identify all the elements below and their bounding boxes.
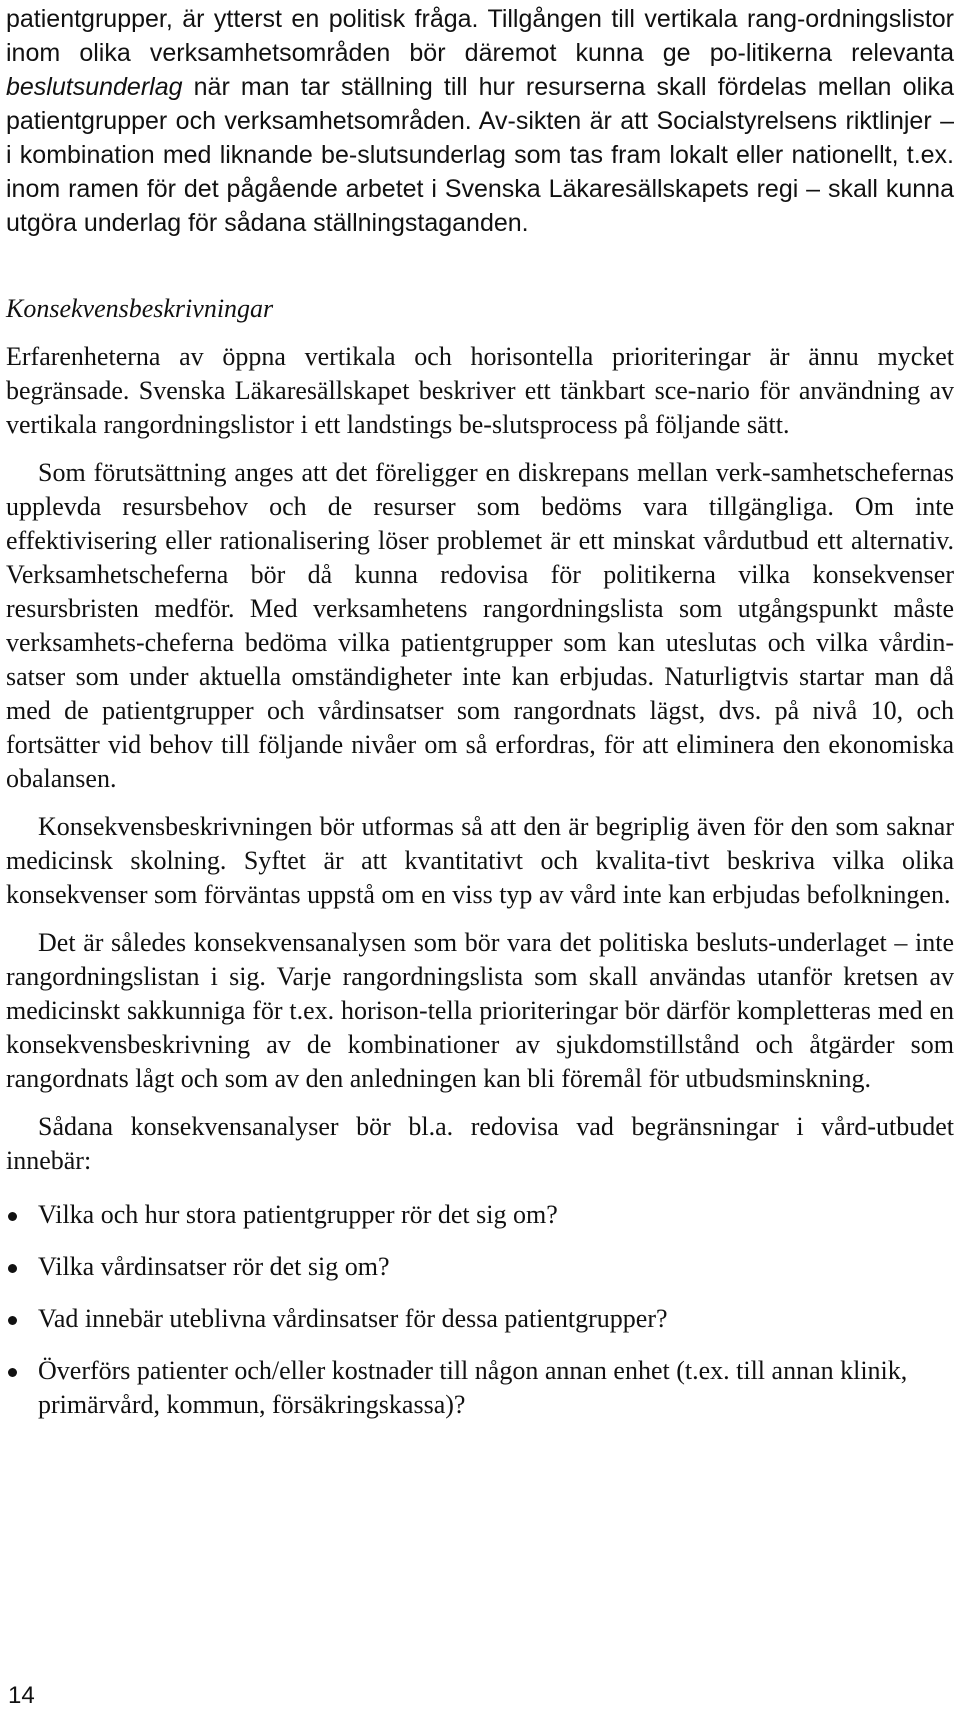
- bullet-icon: [8, 1212, 17, 1221]
- body-paragraph-2: Som förutsättning anges att det föreligger en diskrepans mellan verk-samhetschefernas upplevda resursbehov och de resurser som bedöms vara tillgängliga. Om inte effektivisering eller rationalisering löser problemet är ett minskat vårdutbud ett alternativ. Verksamhetscheferna bör då kunna redovisa för politikerna vilka konsekvenser resursbristen medför. Med verksamhetens rangordningslista som utgångspunkt måste verksamhets-cheferna bedöma vilka patientgrupper som kan uteslutas och vilka vårdin-satser som under aktuella omständigheter inte kan erbjudas. Naturligtvis startar man då med de patientgrupper och vårdinsatser som rangordnats lägst, dvs. på nivå 10, och fortsätter vid behov till följande nivåer om så erfordras, för att eliminera den ekonomiska obalansen.: [6, 458, 954, 793]
- bullet-text: Överförs patienter och/eller kostnader till någon annan enhet (t.ex. till annan klinik, primärvård, kommun, försäkringskassa)?: [38, 1356, 908, 1419]
- bullet-item: [6, 1354, 954, 1422]
- bullet-icon: [8, 1368, 17, 1377]
- emphasized-term: beslutsunderlag: [6, 73, 183, 101]
- section-heading: Konsekvensbeskrivningar: [6, 294, 274, 323]
- bullet-item: [6, 1250, 954, 1284]
- body-paragraph-5: Sådana konsekvensanalyser bör bl.a. redovisa vad begränsningar i vård-utbudet innebär:: [6, 1112, 954, 1175]
- body-paragraph-4: Det är således konsekvensanalysen som bör vara det politiska besluts-underlaget – inte rangordningslistan i sig. Varje rangordningslista som skall användas utanför kretsen av medicinskt sakkunniga för t.ex. horison-tella prioriteringar bör därför kompletteras med en konsekvensbeskrivning av de kombinationer av sjukdomstillstånd och åtgärder som rangordnats lågt och som av den anledningen kan bli föremål för utbudsminskning.: [6, 928, 954, 1093]
- bullet-item: [6, 1198, 954, 1232]
- bullet-icon: [8, 1316, 17, 1325]
- bullet-text: Vilka vårdinsatser rör det sig om?: [38, 1252, 390, 1281]
- document-page: [6, 2, 954, 1440]
- body-paragraph-3: Konsekvensbeskrivningen bör utformas så att den är begriplig även för den som saknar medicinsk skolning. Syftet är att kvantitativt och kvalita-tivt beskriva vilka olika konsekvenser som förväntas uppstå om en viss typ av vård inte kan erbjudas befolkningen.: [6, 812, 954, 909]
- bullet-text: Vad innebär uteblivna vårdinsatser för dessa patientgrupper?: [38, 1304, 668, 1333]
- bullet-text: Vilka och hur stora patientgrupper rör det sig om?: [38, 1200, 558, 1229]
- intro-text-part2: när man tar ställning till hur resurserna skall fördelas mellan olika patientgrupper och verksamhetsområden. Av-sikten är att Socialstyrelsens riktlinjer – i kombination med liknande be-slutsunderlag som tas fram lokalt eller nationellt, t.ex. inom ramen för det pågående arbetet i Svenska Läkaresällskapets regi – skall kunna utgöra underlag för sådana ställningstaganden.: [6, 73, 954, 237]
- bullet-icon: [8, 1264, 17, 1273]
- intro-text-part1: patientgrupper, är ytterst en politisk fråga. Tillgången till vertikala rang-ordningslistor inom olika verksamhetsområden bör däremot kunna ge po-litikerna relevanta: [6, 5, 954, 67]
- intro-paragraph: [6, 2, 954, 240]
- bullet-item: [6, 1302, 954, 1336]
- body-paragraph-1: Erfarenheterna av öppna vertikala och horisontella prioriteringar är ännu mycket begränsade. Svenska Läkaresällskapet beskriver ett tänkbart sce-nario för användning av vertikala rangordningslistor i ett landstings be-slutsprocess på följande sätt.: [6, 342, 954, 439]
- page-number: 14: [8, 1682, 35, 1709]
- bullet-list: [6, 1198, 954, 1422]
